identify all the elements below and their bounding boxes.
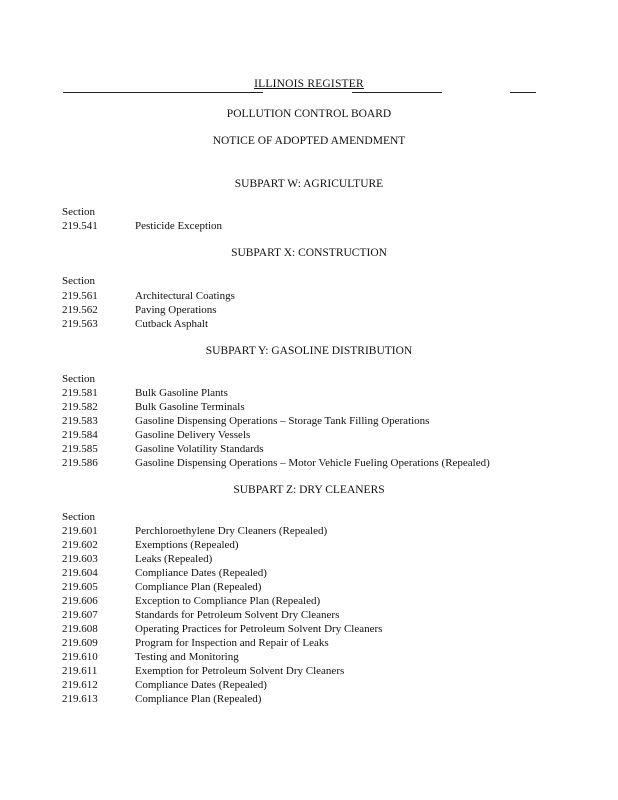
section-row xyxy=(62,636,329,650)
section-row xyxy=(62,317,208,331)
section-title: Pesticide Exception xyxy=(135,220,223,232)
section-label: Section xyxy=(62,373,95,385)
section-row xyxy=(62,678,267,692)
header-rule-far-right xyxy=(510,92,536,93)
section-row xyxy=(62,386,228,400)
section-row xyxy=(62,566,267,580)
section-title: Bulk Gasoline Terminals xyxy=(135,401,245,413)
section-row xyxy=(62,664,344,678)
section-number: 219.606 xyxy=(62,595,98,607)
section-number: 219.583 xyxy=(62,415,98,427)
section-number: 219.541 xyxy=(62,220,98,232)
subpart-heading: SUBPART Y: GASOLINE DISTRIBUTION xyxy=(205,345,413,357)
section-title: Bulk Gasoline Plants xyxy=(135,387,228,399)
section-title: Gasoline Dispensing Operations – Storage Tank Filling Operations xyxy=(135,415,430,427)
section-row xyxy=(62,442,264,456)
notice-title: NOTICE OF ADOPTED AMENDMENT xyxy=(212,135,406,147)
section-number: 219.563 xyxy=(62,318,98,330)
section-row xyxy=(62,552,212,566)
section-number: 219.584 xyxy=(62,429,98,441)
section-number: 219.611 xyxy=(62,665,98,677)
section-title: Operating Practices for Petroleum Solvent Dry Cleaners xyxy=(135,623,383,635)
header-rule-left xyxy=(63,92,263,93)
section-title: Gasoline Delivery Vessels xyxy=(135,429,251,441)
section-title: Gasoline Volatility Standards xyxy=(135,443,264,455)
section-row xyxy=(62,622,382,636)
subpart-heading: SUBPART W: AGRICULTURE xyxy=(234,178,384,190)
section-row xyxy=(62,428,250,442)
section-row xyxy=(62,580,261,594)
section-number: 219.601 xyxy=(62,525,98,537)
section-row xyxy=(62,538,239,552)
section-row xyxy=(62,692,261,706)
section-title: Exception to Compliance Plan (Repealed) xyxy=(135,595,321,607)
section-number: 219.562 xyxy=(62,304,98,316)
section-row xyxy=(62,303,217,317)
section-number: 219.605 xyxy=(62,581,98,593)
section-row xyxy=(62,524,327,538)
section-label: Section xyxy=(62,275,95,287)
section-title: Standards for Petroleum Solvent Dry Cleaners xyxy=(135,609,340,621)
section-row xyxy=(62,219,222,233)
section-title: Perchloroethylene Dry Cleaners (Repealed) xyxy=(135,525,328,537)
section-number: 219.585 xyxy=(62,443,98,455)
section-number: 219.608 xyxy=(62,623,98,635)
section-title: Exemption for Petroleum Solvent Dry Cleaners xyxy=(135,665,345,677)
subpart-heading: SUBPART X: CONSTRUCTION xyxy=(231,247,387,259)
section-number: 219.581 xyxy=(62,387,98,399)
register-title: ILLINOIS REGISTER xyxy=(254,78,364,90)
section-title: Exemptions (Repealed) xyxy=(135,539,239,551)
section-number: 219.586 xyxy=(62,457,98,469)
section-number: 219.561 xyxy=(62,290,98,302)
board-name: POLLUTION CONTROL BOARD xyxy=(226,108,392,120)
section-title: Cutback Asphalt xyxy=(135,318,209,330)
subpart-heading: SUBPART Z: DRY CLEANERS xyxy=(233,484,385,496)
section-row xyxy=(62,594,320,608)
section-title: Compliance Plan (Repealed) xyxy=(135,693,262,705)
section-title: Compliance Dates (Repealed) xyxy=(135,679,267,691)
section-title: Gasoline Dispensing Operations – Motor Vehicle Fueling Operations (Repealed) xyxy=(135,457,490,469)
section-row xyxy=(62,608,339,622)
section-title: Architectural Coatings xyxy=(135,290,235,302)
section-number: 219.603 xyxy=(62,553,98,565)
section-label: Section xyxy=(62,206,95,218)
section-title: Testing and Monitoring xyxy=(135,651,239,663)
section-number: 219.612 xyxy=(62,679,98,691)
section-number: 219.609 xyxy=(62,637,98,649)
section-row xyxy=(62,414,429,428)
section-title: Program for Inspection and Repair of Leaks xyxy=(135,637,329,649)
section-title: Paving Operations xyxy=(135,304,217,316)
section-row xyxy=(62,456,490,470)
section-title: Leaks (Repealed) xyxy=(135,553,213,565)
section-title: Compliance Plan (Repealed) xyxy=(135,581,262,593)
section-row xyxy=(62,289,235,303)
section-number: 219.613 xyxy=(62,693,98,705)
section-number: 219.582 xyxy=(62,401,98,413)
section-number: 219.602 xyxy=(62,539,98,551)
section-number: 219.604 xyxy=(62,567,98,579)
section-number: 219.607 xyxy=(62,609,98,621)
header-rule-right xyxy=(352,92,442,93)
section-label: Section xyxy=(62,511,95,523)
section-row xyxy=(62,400,245,414)
section-row xyxy=(62,650,239,664)
section-number: 219.610 xyxy=(62,651,98,663)
section-title: Compliance Dates (Repealed) xyxy=(135,567,267,579)
